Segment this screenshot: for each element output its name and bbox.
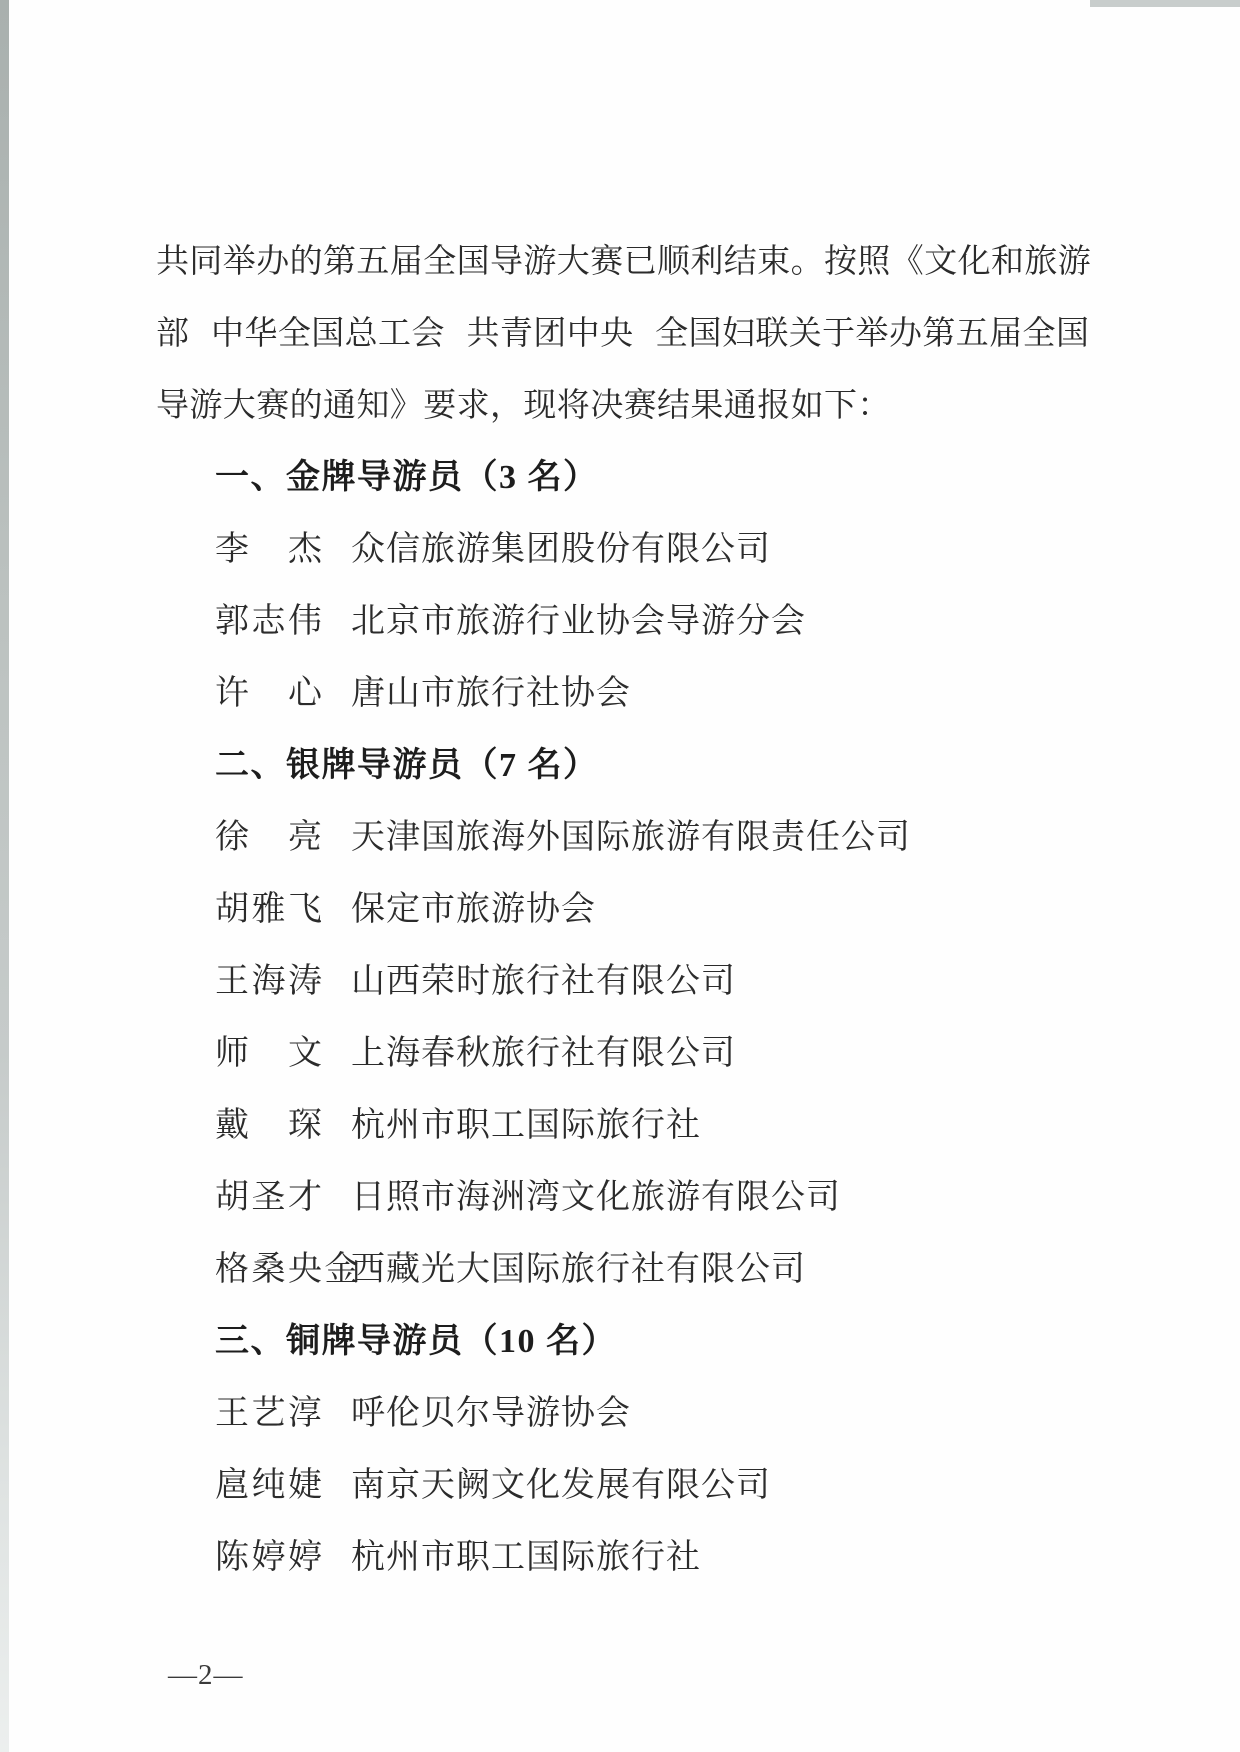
awardee-name: 许 心 [215,675,325,712]
awardee-organization: 南京天阙文化发展有限公司 [351,1467,771,1504]
awardee-organization: 杭州市职工国际旅行社 [351,1107,701,1144]
page-number: —2— [168,1659,244,1691]
body-paragraph-line-2: 部 中华全国总工会 共青团中央 全国妇联关于举办第五届全国 [156,316,1090,352]
awardee-organization: 北京市旅游行业协会导游分会 [351,603,806,640]
body-paragraph-line-1: 共同举办的第五届全国导游大赛已顺利结束。按照《文化和旅游 [156,244,1092,280]
awardee-organization: 日照市海洲湾文化旅游有限公司 [351,1179,841,1216]
award-entry-row [0,1522,1240,1594]
award-entry-row [0,802,1240,874]
award-entry-row [0,1234,1240,1306]
section-heading-bronze: 三、铜牌导游员（10 名） [215,1323,617,1360]
awardee-name: 王海涛 [215,963,325,1000]
awardee-organization: 天津国旅海外国际旅游有限责任公司 [351,819,911,856]
awardee-name: 胡雅飞 [215,891,325,928]
award-entry-row [0,586,1240,658]
awardee-name: 陈婷婷 [215,1539,325,1576]
awardee-name: 王艺淳 [215,1395,325,1432]
awardee-name: 徐 亮 [215,819,325,856]
award-entry-row [0,946,1240,1018]
award-entry-row [0,1378,1240,1450]
award-entry-row [0,1450,1240,1522]
awardee-name: 戴 琛 [215,1107,325,1144]
awardee-name: 师 文 [215,1035,325,1072]
awardee-organization: 呼伦贝尔导游协会 [351,1395,631,1432]
awardee-organization: 山西荣时旅行社有限公司 [351,963,736,1000]
award-entry-row [0,514,1240,586]
awardee-organization: 上海春秋旅行社有限公司 [351,1035,736,1072]
awardee-name: 格桑央金 [215,1251,361,1288]
section-heading-silver: 二、银牌导游员（7 名） [215,747,599,784]
awardee-name: 扈纯婕 [215,1467,325,1504]
award-entry-row [0,1162,1240,1234]
award-entry-row [0,1090,1240,1162]
awardee-organization: 唐山市旅行社协会 [351,675,631,712]
award-entry-row [0,874,1240,946]
awardee-name: 李 杰 [215,531,325,568]
award-entry-row [0,658,1240,730]
body-paragraph-line-3: 导游大赛的通知》要求，现将决赛结果通报如下： [156,388,891,424]
awardee-name: 郭志伟 [215,603,325,640]
scan-top-artifact [1090,0,1240,7]
award-entry-row [0,1018,1240,1090]
awardee-name: 胡圣才 [215,1179,325,1216]
awardee-organization: 众信旅游集团股份有限公司 [351,531,771,568]
section-heading-gold: 一、金牌导游员（3 名） [215,459,599,496]
document-body [0,226,1240,1594]
awardee-organization: 西藏光大国际旅行社有限公司 [351,1251,806,1288]
awardee-organization: 保定市旅游协会 [351,891,596,928]
awardee-organization: 杭州市职工国际旅行社 [351,1539,701,1576]
